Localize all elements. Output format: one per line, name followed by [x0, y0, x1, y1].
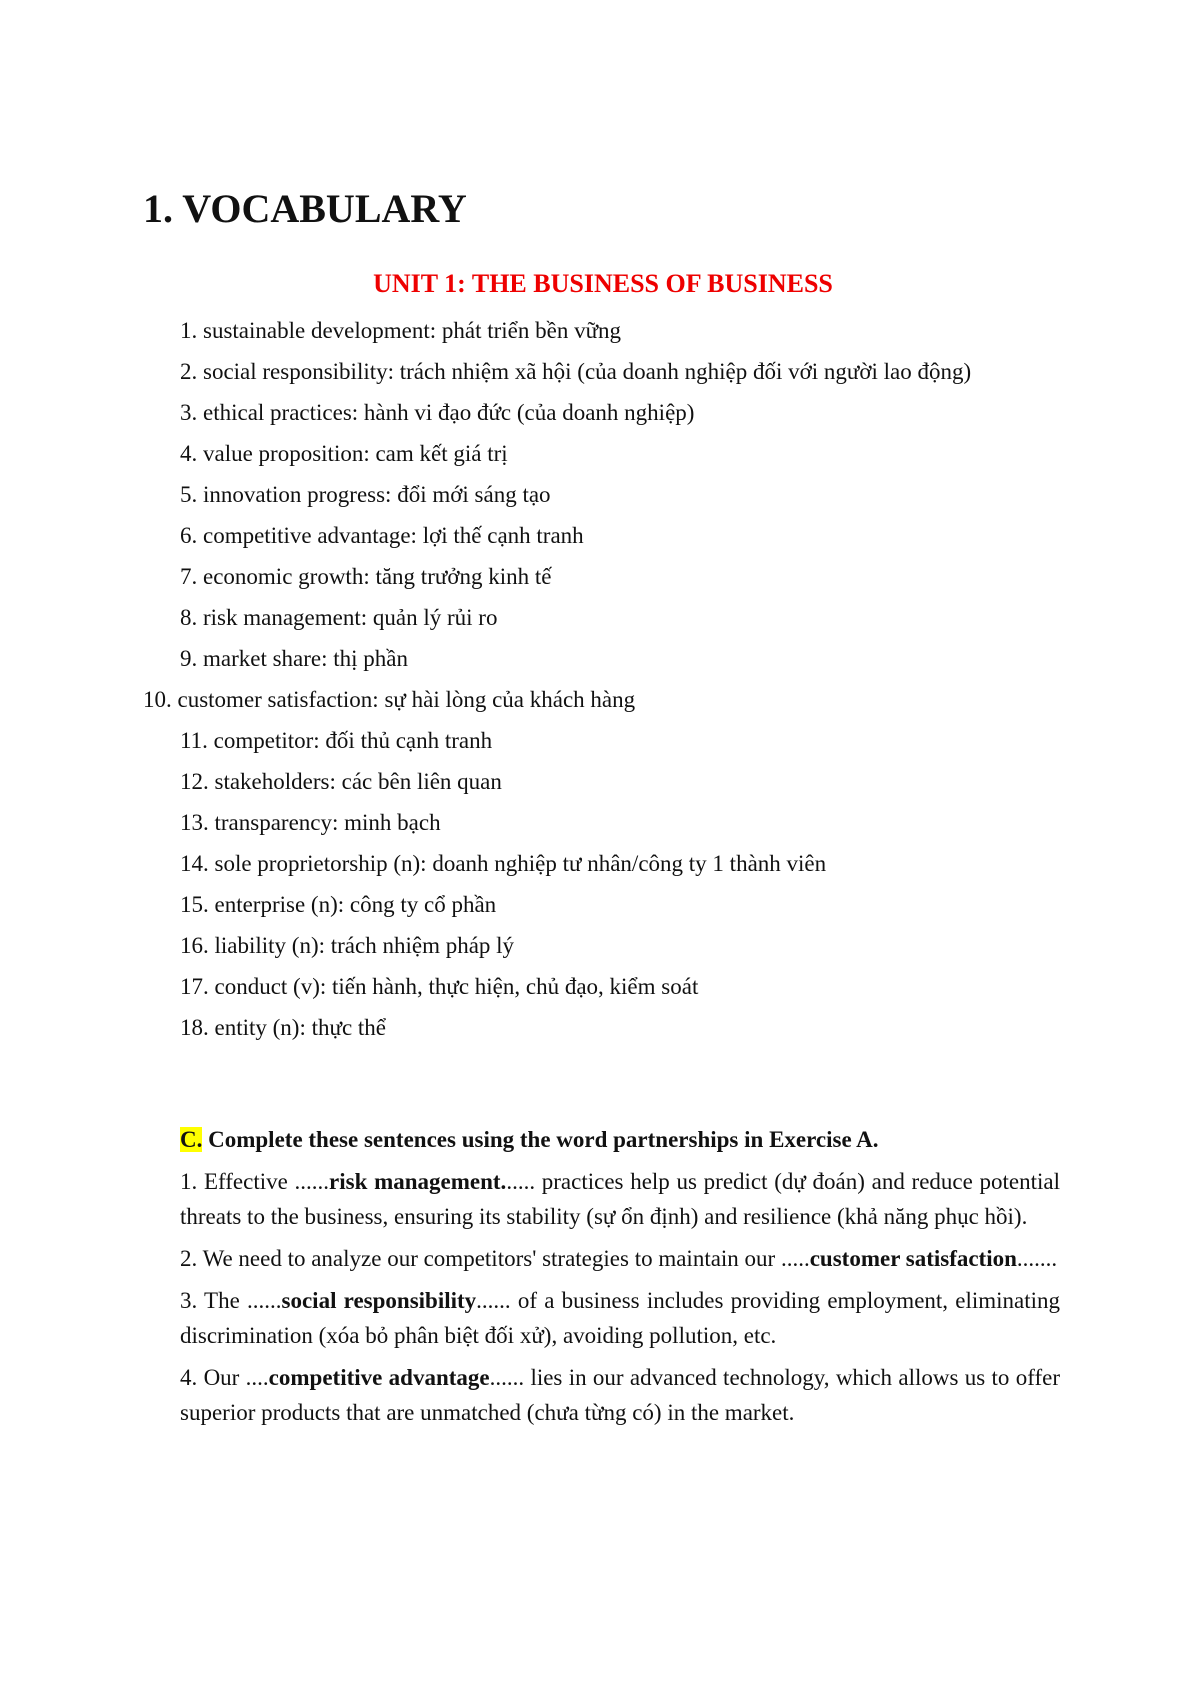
vocab-number: 10.: [143, 687, 178, 712]
vocab-item: [0, 601, 1200, 635]
item-after: ...... lies in our advanced technology, which allows us to offer superior products that are unmatched (chưa từng có) in the market.: [180, 1365, 1060, 1425]
vocab-text: sole proprietorship (n): doanh nghiệp tư nhân/công ty 1 thành viên: [214, 851, 827, 876]
vocab-text: liability (n): trách nhiệm pháp lý: [214, 933, 515, 958]
exercise-c-instruction: Complete these sentences using the word partnerships in Exercise A.: [202, 1127, 879, 1152]
vocab-number: 17.: [180, 974, 215, 999]
exercise-item: [180, 1164, 1060, 1234]
item-after: ..... practices help us predict (dự đoán) and reduce potential threats to the business, ensuring its stability (sự ổn định) and resilience (khả năng phục hồi).: [180, 1169, 1061, 1229]
vocab-number: 9.: [180, 646, 203, 671]
vocab-text: stakeholders: các bên liên quan: [214, 769, 502, 794]
vocab-item: [0, 437, 1200, 471]
vocab-text: enterprise (n): công ty cổ phần: [214, 892, 497, 917]
exercise-item: [180, 1360, 1060, 1430]
vocab-text: sustainable development: phát triển bền vững: [203, 318, 622, 343]
vocab-item: [0, 355, 1200, 389]
vocab-number: 1.: [180, 318, 203, 343]
vocab-text: entity (n): thực thể: [214, 1015, 387, 1040]
unit-title: UNIT 1: THE BUSINESS OF BUSINESS: [373, 269, 833, 298]
vocab-item: [0, 806, 1200, 840]
vocab-number: 8.: [180, 605, 203, 630]
item-before: 4. Our ....: [180, 1365, 269, 1390]
vocab-text: customer satisfaction: sự hài lòng của khách hàng: [177, 687, 636, 712]
vocab-item: [0, 478, 1200, 512]
vocab-text: competitor: đối thủ cạnh tranh: [213, 728, 493, 753]
vocab-text: risk management: quản lý rủi ro: [203, 605, 498, 630]
vocab-item: [0, 683, 1200, 717]
item-before: 3. The ......: [180, 1288, 282, 1313]
vocab-item: [0, 724, 1200, 758]
exercise-c-title: [180, 1122, 1060, 1157]
vocab-item: [0, 519, 1200, 553]
vocab-item: [0, 970, 1200, 1004]
vocab-number: 16.: [180, 933, 215, 958]
vocab-number: 13.: [180, 810, 215, 835]
item-answer: risk management.: [329, 1169, 507, 1194]
vocab-number: 3.: [180, 400, 203, 425]
vocab-text: ethical practices: hành vi đạo đức (của doanh nghiệp): [203, 400, 695, 425]
item-before: 1. Effective ......: [180, 1169, 330, 1194]
section-heading: 1. VOCABULARY: [143, 186, 467, 231]
vocab-text: innovation progress: đổi mới sáng tạo: [203, 482, 551, 507]
vocab-text: conduct (v): tiến hành, thực hiện, chủ đạo, kiểm soát: [214, 974, 699, 999]
vocab-text: value proposition: cam kết giá trị: [203, 441, 508, 466]
item-answer: social responsibility: [281, 1288, 477, 1313]
item-after: ...... of a business includes providing employment, eliminating discrimination (xóa bỏ phân biệt đối xử), avoiding pollution, etc.: [180, 1288, 1061, 1348]
vocab-item: [0, 1011, 1200, 1045]
vocab-text: social responsibility: trách nhiệm xã hội (của doanh nghiệp đối với người lao động): [203, 359, 972, 384]
vocab-number: 11.: [180, 728, 214, 753]
vocab-item: [0, 642, 1200, 676]
vocab-number: 2.: [180, 359, 203, 384]
vocab-text: transparency: minh bạch: [214, 810, 441, 835]
item-answer: competitive advantage: [268, 1365, 490, 1390]
item-answer: customer satisfaction: [809, 1246, 1017, 1271]
vocab-number: 7.: [180, 564, 203, 589]
vocab-text: economic growth: tăng trưởng kinh tế: [203, 564, 552, 589]
vocab-item: [0, 847, 1200, 881]
vocab-item: [0, 888, 1200, 922]
vocab-text: market share: thị phần: [203, 646, 409, 671]
item-after: .......: [1016, 1246, 1058, 1271]
item-before: 2. We need to analyze our competitors' strategies to maintain our .....: [180, 1246, 810, 1271]
vocab-number: 18.: [180, 1015, 215, 1040]
vocab-item: [0, 314, 1200, 348]
vocab-number: 14.: [180, 851, 215, 876]
vocab-item: [0, 560, 1200, 594]
vocabulary-list: [0, 314, 1200, 1052]
vocab-number: 15.: [180, 892, 215, 917]
exercise-c: [180, 1122, 1060, 1437]
vocab-number: 6.: [180, 523, 203, 548]
exercise-c-items: [180, 1164, 1060, 1430]
vocab-number: 4.: [180, 441, 203, 466]
exercise-item: [180, 1241, 1060, 1276]
vocab-number: 5.: [180, 482, 203, 507]
vocab-item: [0, 765, 1200, 799]
exercise-item: [180, 1283, 1060, 1353]
vocab-text: competitive advantage: lợi thế cạnh tranh: [203, 523, 584, 548]
vocab-number: 12.: [180, 769, 215, 794]
vocab-item: [0, 929, 1200, 963]
exercise-c-label: C.: [180, 1127, 203, 1152]
vocab-item: [0, 396, 1200, 430]
